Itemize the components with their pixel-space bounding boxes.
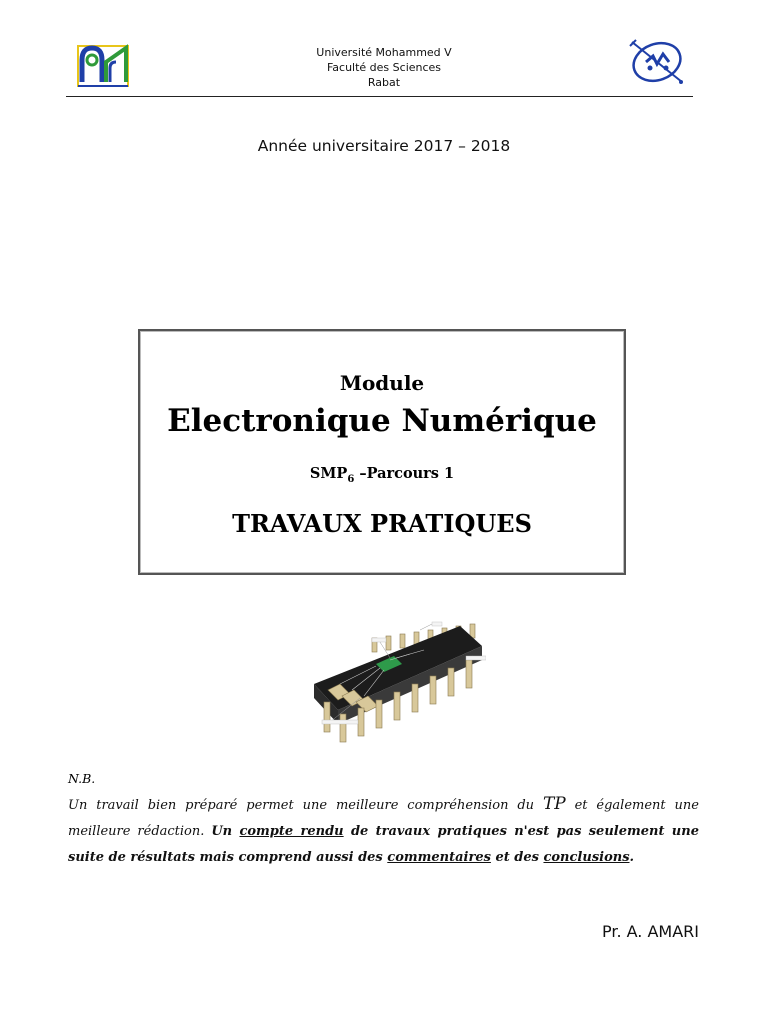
subtitle-program: SMP [309,465,348,482]
note-tp-abbr: TP [542,794,566,814]
note-paragraph [68,791,699,871]
city-name: Rabat [367,76,401,89]
note-commentaires: commentaires [387,850,491,865]
module-title: Electronique Numérique [167,403,597,439]
module-subtitle [140,465,624,485]
subtitle-track: –Parcours 1 [354,465,455,482]
tp-title: TRAVAUX PRATIQUES [232,509,532,538]
note-end: . [629,850,635,865]
faculty-name: Faculté des Sciences [326,61,442,74]
note-compte-rendu: compte rendu [239,824,344,839]
title-box [138,329,626,575]
module-label: Module [339,371,425,395]
note-middle: de travaux pratiques n'est pas seulement une suite de résultats mais comprend aussi des [68,824,699,865]
author-signature: Pr. A. AMARI [601,922,699,941]
university-name: Université Mohammed V [316,46,452,59]
integrated-circuit-chip-icon [300,618,486,744]
note-un: Un [211,824,233,839]
note-et-des: et des [490,850,544,865]
note-conclusions: conclusions [543,850,630,865]
subtitle-semester: 6 [347,473,355,485]
note-label: N.B. [68,771,96,786]
note-sentence1-end: et également une meilleure rédaction. [68,798,699,839]
header-divider [66,96,693,97]
academic-year: Année universitaire 2017 – 2018 [257,137,511,155]
note-sentence1-start: Un travail bien préparé permet une meilleure compréhension du [68,798,543,813]
university-emblem-icon [626,36,688,88]
